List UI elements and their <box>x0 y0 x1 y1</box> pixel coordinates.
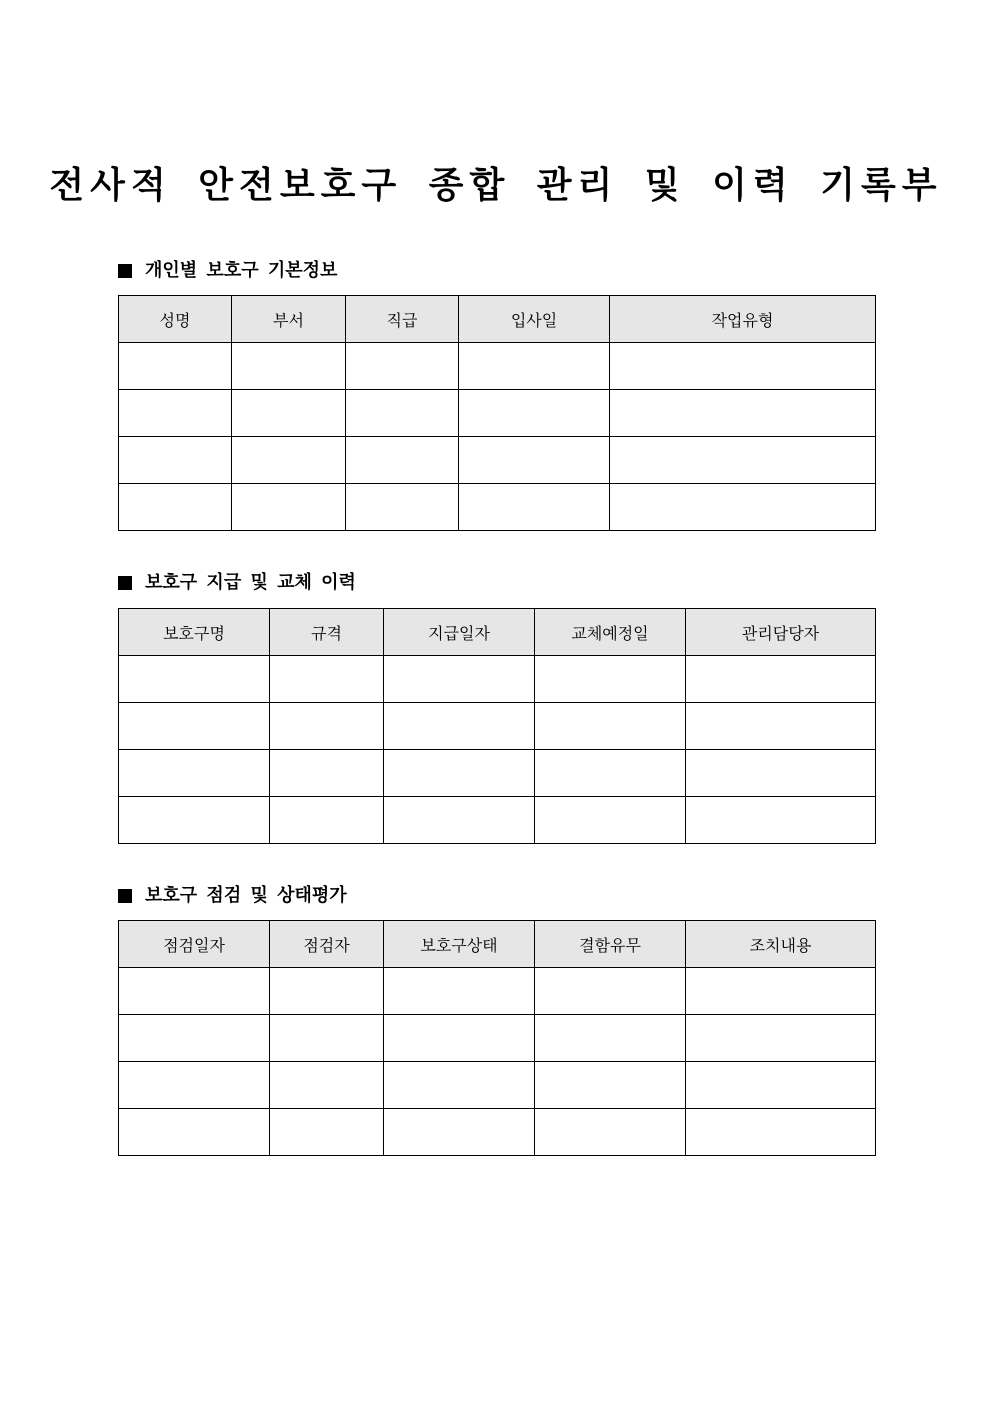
column-header: 직급 <box>346 296 459 343</box>
table-cell[interactable] <box>459 484 610 531</box>
table-cell[interactable] <box>232 343 346 390</box>
table-cell[interactable] <box>119 797 270 844</box>
square-bullet-icon <box>118 576 132 590</box>
table-cell[interactable] <box>535 797 686 844</box>
table-cell[interactable] <box>384 968 535 1015</box>
square-bullet-icon <box>118 889 132 903</box>
table-cell[interactable] <box>232 390 346 437</box>
table-cell[interactable] <box>384 750 535 797</box>
table-cell[interactable] <box>119 656 270 703</box>
table-row <box>119 968 876 1015</box>
table-cell[interactable] <box>686 656 876 703</box>
table-cell[interactable] <box>346 343 459 390</box>
table-cell[interactable] <box>119 1015 270 1062</box>
table-cell[interactable] <box>535 1109 686 1156</box>
table-cell[interactable] <box>686 1062 876 1109</box>
section-heading-label: 보호구 점검 및 상태평가 <box>145 885 347 906</box>
table-cell[interactable] <box>459 437 610 484</box>
column-header: 성명 <box>119 296 232 343</box>
table-header-row <box>119 296 876 343</box>
document-title: 전사적 안전보호구 종합 관리 및 이력 기록부 <box>49 165 943 206</box>
column-header: 부서 <box>232 296 346 343</box>
table-cell[interactable] <box>346 484 459 531</box>
section-heading-inspection <box>118 884 347 908</box>
column-header: 지급일자 <box>384 609 535 656</box>
table-cell[interactable] <box>119 1109 270 1156</box>
table-cell[interactable] <box>346 390 459 437</box>
column-header: 교체예정일 <box>535 609 686 656</box>
column-header: 점검자 <box>270 921 384 968</box>
table-row <box>119 437 876 484</box>
table-cell[interactable] <box>270 968 384 1015</box>
column-header: 보호구명 <box>119 609 270 656</box>
table-cell[interactable] <box>535 656 686 703</box>
inspection-table <box>118 920 876 1156</box>
table-cell[interactable] <box>346 437 459 484</box>
table-row <box>119 797 876 844</box>
table-cell[interactable] <box>459 390 610 437</box>
table-cell[interactable] <box>270 1109 384 1156</box>
table-cell[interactable] <box>610 437 876 484</box>
column-header: 점검일자 <box>119 921 270 968</box>
column-header: 입사일 <box>459 296 610 343</box>
table-cell[interactable] <box>535 968 686 1015</box>
section-heading-label: 보호구 지급 및 교체 이력 <box>145 572 356 593</box>
table-header-row <box>119 921 876 968</box>
issue-history-table <box>118 608 876 844</box>
table-cell[interactable] <box>119 343 232 390</box>
table-row <box>119 750 876 797</box>
column-header: 결함유무 <box>535 921 686 968</box>
table-cell[interactable] <box>384 656 535 703</box>
section-heading-issue-history <box>118 571 356 595</box>
table-cell[interactable] <box>686 797 876 844</box>
column-header: 규격 <box>270 609 384 656</box>
table-cell[interactable] <box>535 1015 686 1062</box>
table-cell[interactable] <box>610 390 876 437</box>
table-cell[interactable] <box>384 797 535 844</box>
table-cell[interactable] <box>535 703 686 750</box>
table-cell[interactable] <box>459 343 610 390</box>
table-cell[interactable] <box>384 1062 535 1109</box>
column-header: 보호구상태 <box>384 921 535 968</box>
table-cell[interactable] <box>119 484 232 531</box>
table-cell[interactable] <box>232 437 346 484</box>
table-cell[interactable] <box>270 750 384 797</box>
table-row <box>119 1109 876 1156</box>
table-cell[interactable] <box>686 750 876 797</box>
table-cell[interactable] <box>384 703 535 750</box>
section-heading-label: 개인별 보호구 기본정보 <box>145 260 338 281</box>
table-cell[interactable] <box>535 750 686 797</box>
table-cell[interactable] <box>610 343 876 390</box>
table-header-row <box>119 609 876 656</box>
column-header: 조치내용 <box>686 921 876 968</box>
table-cell[interactable] <box>119 437 232 484</box>
basic-info-table <box>118 295 876 531</box>
table-cell[interactable] <box>270 797 384 844</box>
table-cell[interactable] <box>270 656 384 703</box>
column-header: 관리담당자 <box>686 609 876 656</box>
table-cell[interactable] <box>384 1109 535 1156</box>
column-header: 작업유형 <box>610 296 876 343</box>
table-cell[interactable] <box>270 1062 384 1109</box>
table-row <box>119 390 876 437</box>
square-bullet-icon <box>118 264 132 278</box>
table-cell[interactable] <box>384 1015 535 1062</box>
table-cell[interactable] <box>686 1109 876 1156</box>
section-heading-basic-info <box>118 259 337 283</box>
table-cell[interactable] <box>686 1015 876 1062</box>
table-row <box>119 703 876 750</box>
table-cell[interactable] <box>270 1015 384 1062</box>
table-row <box>119 1062 876 1109</box>
table-row <box>119 1015 876 1062</box>
table-cell[interactable] <box>119 968 270 1015</box>
table-cell[interactable] <box>119 390 232 437</box>
table-row <box>119 656 876 703</box>
table-row <box>119 343 876 390</box>
table-cell[interactable] <box>686 703 876 750</box>
table-row <box>119 484 876 531</box>
table-cell[interactable] <box>232 484 346 531</box>
table-cell[interactable] <box>535 1062 686 1109</box>
table-cell[interactable] <box>686 968 876 1015</box>
table-cell[interactable] <box>119 750 270 797</box>
table-cell[interactable] <box>610 484 876 531</box>
table-cell[interactable] <box>119 1062 270 1109</box>
table-cell[interactable] <box>119 703 270 750</box>
table-cell[interactable] <box>270 703 384 750</box>
